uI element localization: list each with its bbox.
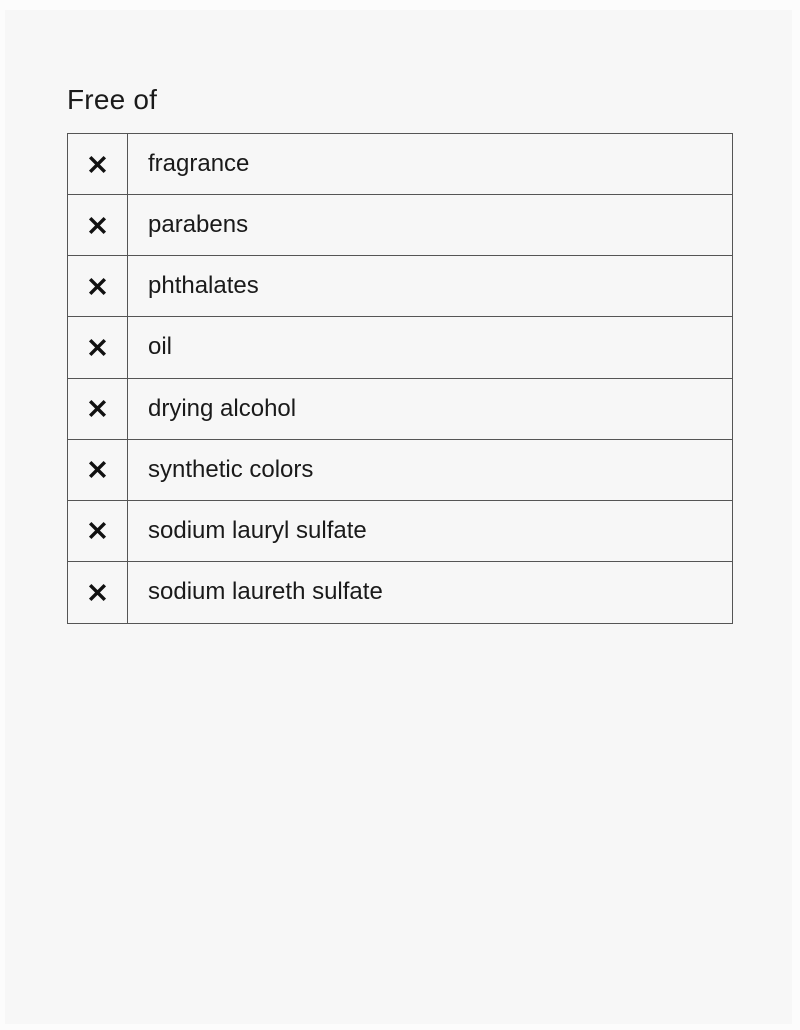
- section-heading: Free of: [67, 84, 158, 115]
- x-mark-icon: [87, 276, 108, 297]
- free-of-row: [68, 195, 732, 256]
- free-of-item-label: parabens: [148, 211, 249, 239]
- free-of-item-label: oil: [148, 333, 173, 361]
- free-of-row: [68, 562, 732, 623]
- free-of-row: [68, 134, 732, 195]
- free-of-item-label: fragrance: [148, 150, 250, 178]
- x-mark-icon: [87, 337, 108, 358]
- free-of-item-label: sodium laureth sulfate: [148, 578, 383, 606]
- mark-cell: [68, 379, 128, 439]
- mark-cell: [68, 501, 128, 561]
- free-of-section: [5, 10, 792, 1024]
- free-of-row: [68, 379, 732, 440]
- free-of-row: [68, 317, 732, 378]
- free-of-row: [68, 256, 732, 317]
- x-mark-icon: [87, 459, 108, 480]
- mark-cell: [68, 562, 128, 623]
- free-of-item-label: drying alcohol: [148, 394, 297, 422]
- free-of-row: [68, 440, 732, 501]
- x-mark-icon: [87, 582, 108, 603]
- free-of-item-label: synthetic colors: [148, 455, 314, 483]
- mark-cell: [68, 195, 128, 255]
- free-of-item-label: phthalates: [148, 272, 259, 300]
- x-mark-icon: [87, 398, 108, 419]
- mark-cell: [68, 317, 128, 377]
- free-of-row: [68, 501, 732, 562]
- mark-cell: [68, 440, 128, 500]
- x-mark-icon: [87, 215, 108, 236]
- mark-cell: [68, 256, 128, 316]
- free-of-item-label: sodium lauryl sulfate: [148, 516, 367, 544]
- mark-cell: [68, 134, 128, 194]
- free-of-table: [67, 133, 733, 624]
- x-mark-icon: [87, 154, 108, 175]
- x-mark-icon: [87, 520, 108, 541]
